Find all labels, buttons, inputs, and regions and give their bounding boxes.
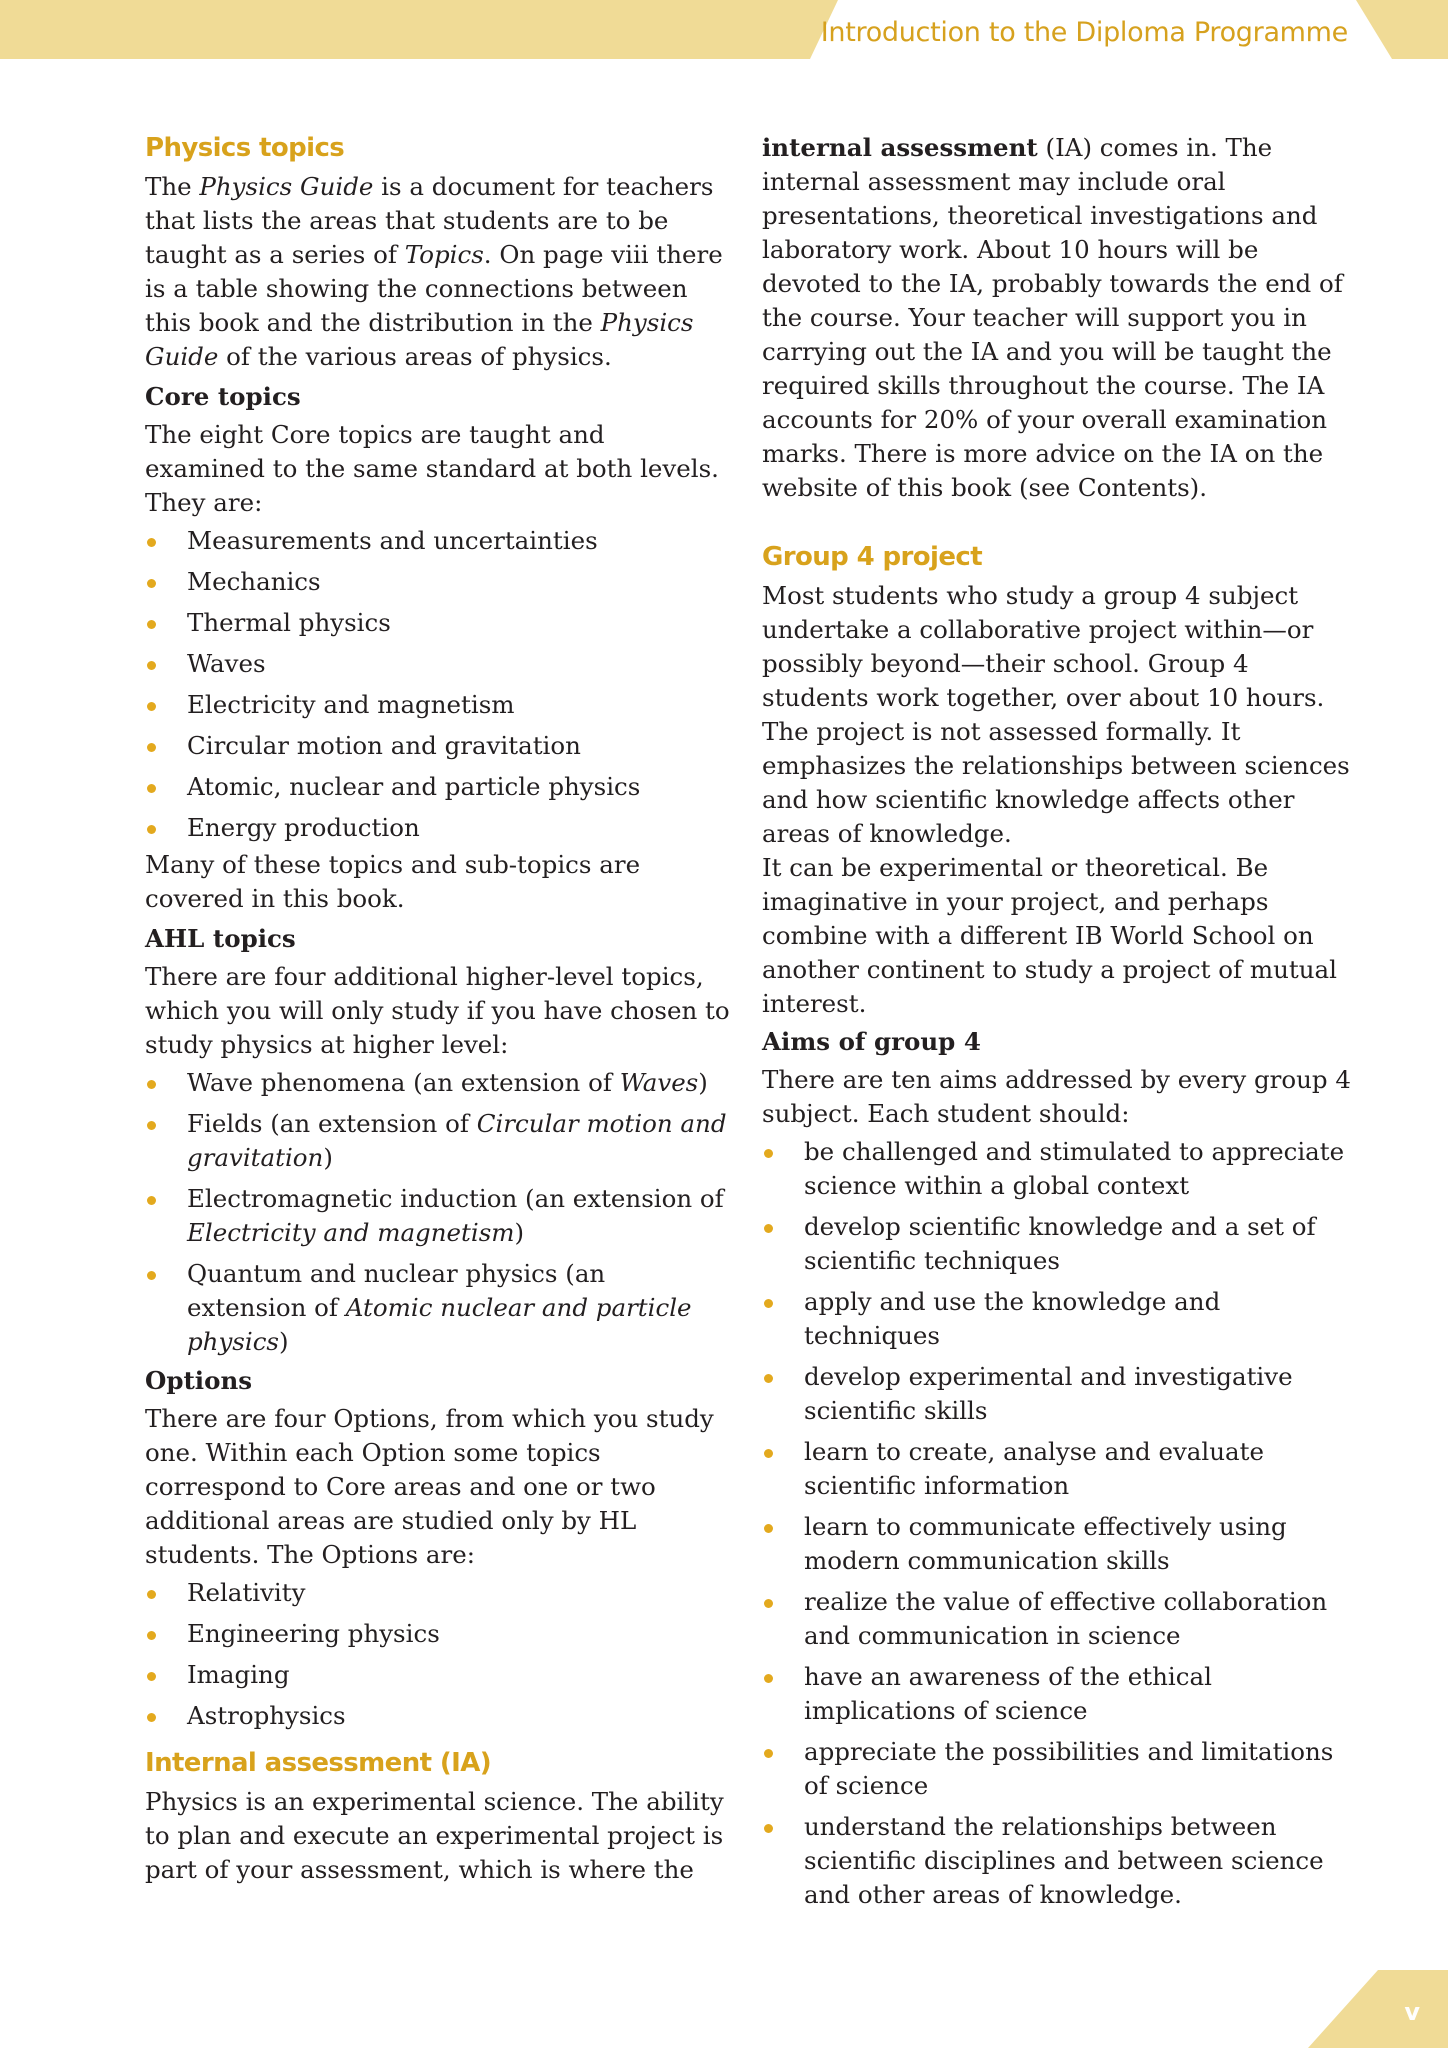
list-item: learn to create, analyse and evaluate scientific information xyxy=(762,1435,1352,1503)
list-item: Imaging xyxy=(145,1658,730,1692)
physics-topics-intro xyxy=(145,170,730,374)
core-topics-intro: The eight Core topics are taught and examined to the same standard at both levels. They are: xyxy=(145,420,719,517)
list-item xyxy=(145,1107,730,1175)
internal-assessment-body: Physics is an experimental science. The ability to plan and execute an experimental project is part of your assessment, which is where the xyxy=(145,1787,724,1884)
heading-physics-topics: Physics topics xyxy=(145,133,345,163)
list-item: Atomic, nuclear and particle physics xyxy=(145,770,730,804)
core-topics-outro: Many of these topics and sub-topics are covered in this book. xyxy=(145,850,641,913)
list-item: learn to communicate effectively using modern communication skills xyxy=(762,1510,1352,1578)
list-item: Electricity and magnetism xyxy=(145,688,730,722)
italic-run: Topics xyxy=(404,240,484,269)
heading-group4-project: Group 4 project xyxy=(762,542,983,572)
core-topics-list xyxy=(145,524,730,845)
heading-aims-group4: Aims of group 4 xyxy=(762,1027,981,1056)
running-header-title: Introduction to the Diploma Programme xyxy=(820,17,1348,48)
list-item: Relativity xyxy=(145,1576,730,1610)
heading-core-topics: Core topics xyxy=(145,382,301,411)
list-item: Thermal physics xyxy=(145,606,730,640)
list-item xyxy=(145,1066,730,1100)
text-run: Fields (an extension of xyxy=(187,1109,477,1138)
text-run: ) xyxy=(279,1327,289,1356)
text-run: ) xyxy=(514,1218,525,1247)
heading-options: Options xyxy=(145,1366,253,1395)
ahl-topics-list xyxy=(145,1066,730,1359)
ia-continued-text: (IA) comes in. The internal assessment may include oral presentations, theoretical investigations and laboratory work. About 10 hours will be devoted to the IA, probably towards the end of the course. Your teacher will support you in carrying out the IA and you will be taught the required skills throughout the course. The IA accounts for 20% of your overall examination marks. There is more advice on the IA on the website of this book (see Contents). xyxy=(762,133,1343,502)
options-list xyxy=(145,1576,730,1733)
text-run: Electromagnetic induction (an extension of xyxy=(187,1184,724,1213)
list-item: Measurements and uncertainties xyxy=(145,524,730,558)
list-item: apply and use the knowledge and techniques xyxy=(762,1285,1352,1353)
text-run: The xyxy=(145,172,200,201)
list-item: have an awareness of the ethical implications of science xyxy=(762,1660,1352,1728)
list-item: understand the relationships between scientific disciplines and between science and other areas of knowledge. xyxy=(762,1810,1352,1912)
italic-run: Waves xyxy=(619,1068,699,1097)
heading-internal-assessment: Internal assessment (IA) xyxy=(145,1748,492,1778)
group4-body-1: Most students who study a group 4 subject undertake a collaborative project within—or possibly beyond—their school. Group 4 students work together, over about 10 hours. The project is not assessed formally. It emphasizes the relationships between sciences and how scientific knowledge affects other areas of knowledge. xyxy=(762,581,1350,848)
text-run: is a document for teachers that lists the areas that students are to be taught as a series of xyxy=(145,172,714,269)
left-column xyxy=(145,130,730,1887)
options-intro: There are four Options, from which you study one. Within each Option some topics correspond to Core areas and one or two additional areas are studied only by HL students. The Options are: xyxy=(145,1404,714,1569)
text-run: ) xyxy=(323,1143,333,1172)
ia-bold-term: internal assessment xyxy=(762,133,1038,162)
italic-run: Physics Guide xyxy=(199,172,374,201)
italic-run: Atomic nuclear and particle physics xyxy=(187,1293,692,1356)
text-run: Quantum and nuclear physics (an extension of xyxy=(187,1259,606,1322)
text-run: . On page viii there is a table showing the connections between this book and the distribution in the xyxy=(145,240,723,337)
list-item xyxy=(145,1182,730,1250)
group4-body-2: It can be experimental or theoretical. Be imaginative in your project, and perhaps combine with a different IB World School on another continent to study a project of mutual interest. xyxy=(762,853,1337,1018)
right-column xyxy=(762,131,1352,1919)
list-item: Engineering physics xyxy=(145,1617,730,1651)
list-item: be challenged and stimulated to appreciate science within a global context xyxy=(762,1135,1352,1203)
list-item: Astrophysics xyxy=(145,1699,730,1733)
list-item: Circular motion and gravitation xyxy=(145,729,730,763)
list-item: develop experimental and investigative scientific skills xyxy=(762,1360,1352,1428)
heading-ahl-topics: AHL topics xyxy=(145,924,296,953)
text-run: Wave phenomena (an extension of xyxy=(187,1068,620,1097)
page-number-tab xyxy=(1308,1970,1448,2048)
list-item: Mechanics xyxy=(145,565,730,599)
internal-assessment-continued xyxy=(762,131,1352,505)
list-item: appreciate the possibilities and limitations of science xyxy=(762,1735,1352,1803)
list-item: develop scientific knowledge and a set of scientific techniques xyxy=(762,1210,1352,1278)
list-item: Energy production xyxy=(145,811,730,845)
list-item: Waves xyxy=(145,647,730,681)
italic-run: Physics Guide xyxy=(145,308,694,371)
list-item: realize the value of effective collaboration and communication in science xyxy=(762,1585,1352,1653)
aims-list xyxy=(762,1135,1352,1912)
italic-run: Electricity and magnetism xyxy=(187,1218,515,1247)
page-number: v xyxy=(1404,1998,1420,2026)
italic-run: Circular motion and gravitation xyxy=(187,1109,727,1172)
aims-intro: There are ten aims addressed by every group 4 subject. Each student should: xyxy=(762,1065,1351,1128)
text-run: of the various areas of physics. xyxy=(218,342,612,371)
ahl-topics-intro: There are four additional higher-level topics, which you will only study if you have chosen to study physics at higher level: xyxy=(145,962,730,1059)
list-item xyxy=(145,1257,730,1359)
text-run: ) xyxy=(698,1068,708,1097)
